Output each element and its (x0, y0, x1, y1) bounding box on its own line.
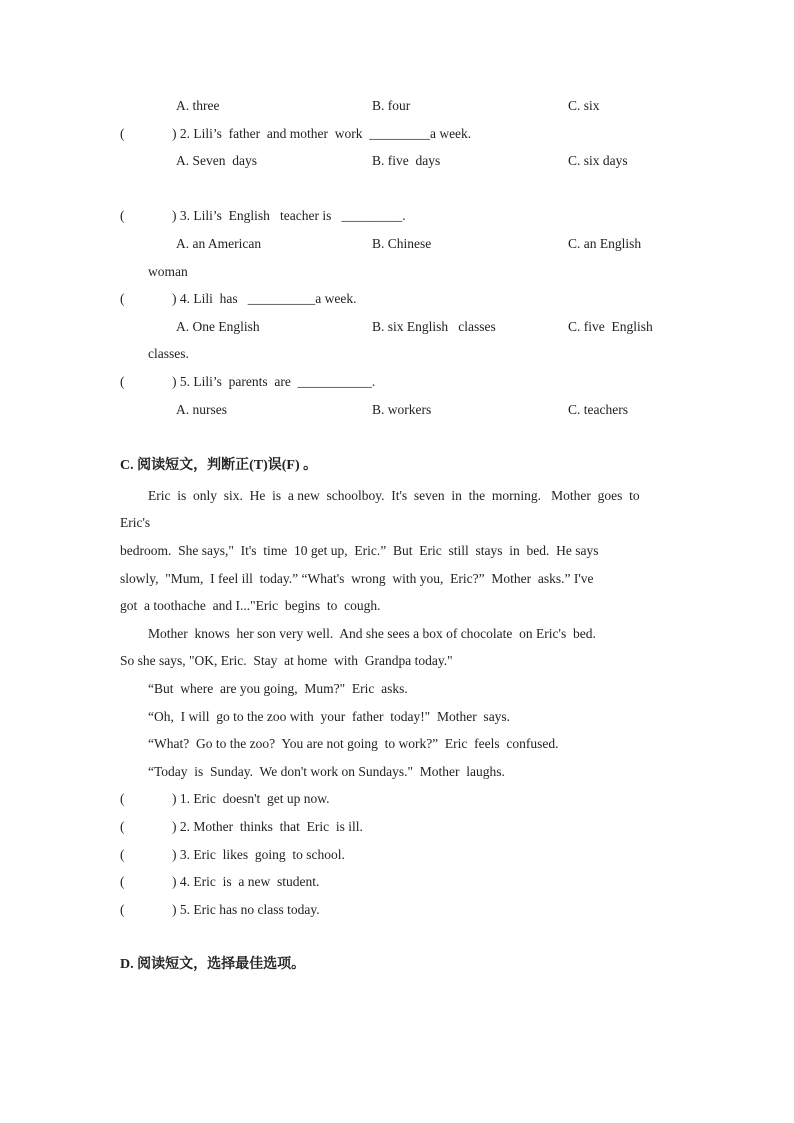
q4-option-c-wrap: classes. (148, 346, 189, 361)
q1-option-a: A. three (176, 98, 220, 113)
tf-answer-paren[interactable]: ( (120, 874, 125, 889)
q3-option-c: C. an English (568, 236, 642, 251)
q2-option-c: C. six days (568, 153, 628, 168)
q3-option-c-wrap: woman (148, 264, 188, 279)
passage-line: Eric's (120, 515, 151, 530)
q4-option-b: B. six English classes (372, 319, 496, 334)
passage-line: So she says, "OK, Eric. Stay at home with Grandpa today." (120, 653, 453, 668)
q5-option-a: A. nurses (176, 402, 227, 417)
q2-option-b: B. five days (372, 153, 441, 168)
passage-line: “Today is Sunday. We don't work on Sundays." Mother laughs. (148, 764, 505, 779)
tf-question: ) 3. Eric likes going to school. (172, 847, 345, 862)
q3-answer-paren[interactable]: ( (120, 208, 125, 223)
tf-answer-paren[interactable]: ( (120, 819, 125, 834)
q3-option-a: A. an American (176, 236, 262, 251)
q2-option-a: A. Seven days (176, 153, 257, 168)
q4-option-c: C. five English (568, 319, 653, 334)
tf-answer-paren[interactable]: ( (120, 791, 125, 806)
q2-text: ) 2. Lili’s father and mother work _________a week. (172, 126, 472, 141)
q1-option-b: B. four (372, 98, 411, 113)
tf-question: ) 5. Eric has no class today. (172, 902, 320, 917)
tf-answer-paren[interactable]: ( (120, 847, 125, 862)
q3-option-b: B. Chinese (372, 236, 432, 251)
tf-question: ) 1. Eric doesn't get up now. (172, 791, 330, 806)
section-d-heading: D. 阅读短文，选择最佳选项。 (120, 957, 306, 972)
passage-line: got a toothache and I..."Eric begins to cough. (120, 598, 381, 613)
q1-option-c: C. six (568, 98, 600, 113)
passage-line: “Oh, I will go to the zoo with your father today!" Mother says. (148, 709, 511, 724)
q5-text: ) 5. Lili’s parents are ___________. (172, 374, 376, 389)
q3-text: ) 3. Lili’s English teacher is _________. (172, 208, 406, 223)
q4-option-a: A. One English (176, 319, 260, 334)
tf-question: ) 2. Mother thinks that Eric is ill. (172, 819, 363, 834)
passage-line: “What? Go to the zoo? You are not going to work?” Eric feels confused. (148, 736, 559, 751)
q4-answer-paren[interactable]: ( (120, 291, 125, 306)
passage-line: slowly, "Mum, I feel ill today.” “What's wrong with you, Eric?” Mother asks.” I've (120, 571, 594, 586)
passage-line: “But where are you going, Mum?" Eric asks. (148, 681, 408, 696)
passage-line: Eric is only six. He is a new schoolboy. It's seven in the morning. Mother goes to (148, 488, 640, 503)
q2-answer-paren[interactable]: ( (120, 126, 125, 141)
section-c-heading: C. 阅读短文，判断正(T)误(F) 。 (120, 458, 318, 473)
passage-line: Mother knows her son very well. And she sees a box of chocolate on Eric's bed. (148, 626, 596, 641)
q5-option-b: B. workers (372, 402, 432, 417)
passage-line: bedroom. She says," It's time 10 get up, Eric.” But Eric still stays in bed. He says (120, 543, 599, 558)
tf-answer-paren[interactable]: ( (120, 902, 125, 917)
q5-option-c: C. teachers (568, 402, 628, 417)
q4-text: ) 4. Lili has __________a week. (172, 291, 357, 306)
tf-question: ) 4. Eric is a new student. (172, 874, 320, 889)
q5-answer-paren[interactable]: ( (120, 374, 125, 389)
